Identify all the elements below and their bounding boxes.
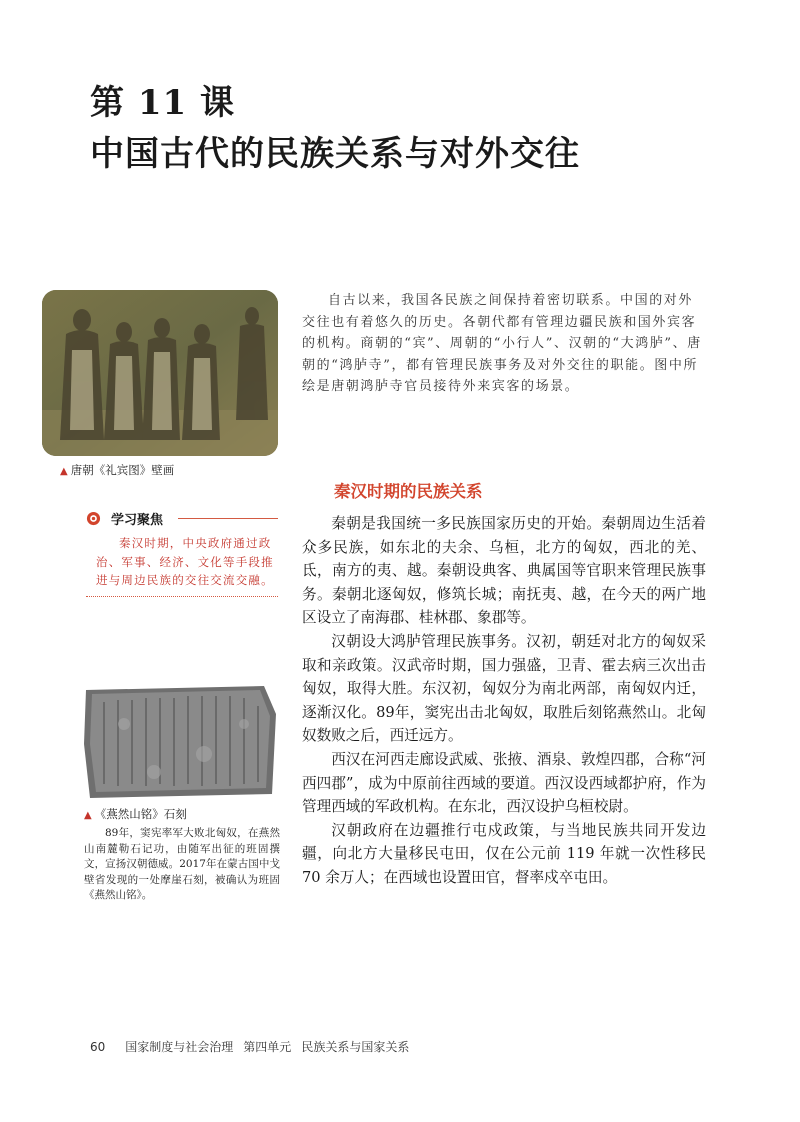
intro-text: 自古以来，我国各民族之间保持着密切联系。中国的对外交往也有着悠久的历史。各朝代都有管理边疆民族和国外宾客的机构。商朝的“宾”、周朝的“小行人”、汉朝的“大鸿胪”、唐朝的“鸿胪寺”，都有管理民族事务及对外交往的职能。图中所绘是唐朝鸿胪寺官员接待外来宾客的场景。 — [302, 293, 702, 395]
inscription-illustration — [84, 684, 278, 800]
lesson-title: 中国古代的民族关系与对外交往 — [90, 134, 580, 174]
learning-focus-box — [86, 508, 278, 597]
mural-caption: ▲ 唐朝《礼宾图》壁画 — [60, 463, 175, 477]
inscription-image — [84, 684, 278, 800]
focus-dotted-rule — [86, 596, 278, 597]
unit-number: 第四单元 — [243, 1040, 292, 1054]
lesson-number: 第 11 课 — [90, 83, 235, 123]
focus-rule — [178, 518, 278, 519]
focus-text: 秦汉时期，中央政府通过政治、军事、经济、文化等手段推进与周边民族的交往交流交融。 — [96, 536, 274, 587]
paragraph: 汉朝设大鸿胪管理民族事务。汉初，朝廷对北方的匈奴采取和亲政策。汉武帝时期，国力强盛，卫青、霍去病三次出击匈奴，取得大胜。东汉初，匈奴分为南北两部，南匈奴内迁，逐渐汉化。89年，窦宪出击北匈奴，取胜后刻铭燕然山。北匈奴数败之后，西迁远方。 — [302, 632, 706, 745]
paragraph: 汉朝政府在边疆推行屯戍政策，与当地民族共同开发边疆，向北方大量移民屯田，仅在公元前 119 年就一次性移民 70 余万人；在西域也设置田官，督率戍卒屯田。 — [302, 821, 706, 886]
paragraph: 秦朝是我国统一多民族国家历史的开始。秦朝周边生活着众多民族，如东北的夫余、乌桓，北方的匈奴，西北的羌、氐，南方的夷、越。秦朝设典客、典属国等官职来管理民族事务。秦朝北逐匈奴，修筑长城；南抚夷、越，在今天的两广地区设立了南海郡、桂林郡、象郡等。 — [302, 515, 706, 627]
book-title: 国家制度与社会治理 — [125, 1040, 234, 1054]
inscription-caption: ▲ 《燕然山铭》石刻 — [84, 807, 187, 821]
focus-title: 学习聚焦 — [111, 512, 164, 528]
inscription-description: 89年，窦宪率军大败北匈奴，在燕然山南麓勒石记功，由随军出征的班固撰文，宣扬汉朝德威。2017年在蒙古国中戈壁省发现的一处摩崖石刻，被确认为班固《燕然山铭》。 — [84, 827, 280, 901]
page-number: 60 — [90, 1040, 106, 1054]
focus-target-icon — [86, 511, 101, 526]
section-body — [302, 512, 706, 890]
mural-illustration — [42, 290, 278, 456]
caption-triangle-icon: ▲ — [84, 810, 92, 821]
unit-title: 民族关系与国家关系 — [301, 1040, 410, 1054]
caption-triangle-icon: ▲ — [60, 466, 68, 477]
mural-image — [42, 290, 278, 456]
paragraph: 西汉在河西走廊设武威、张掖、酒泉、敦煌四郡，合称“河西四郡”，成为中原前往西域的要道。西汉设西域都护府，作为管理西域的军政机构。在东北，西汉设护乌桓校尉。 — [302, 750, 706, 816]
page-footer — [90, 1038, 409, 1055]
section-heading: 秦汉时期的民族关系 — [334, 482, 483, 501]
inscription-caption-block — [84, 806, 280, 904]
